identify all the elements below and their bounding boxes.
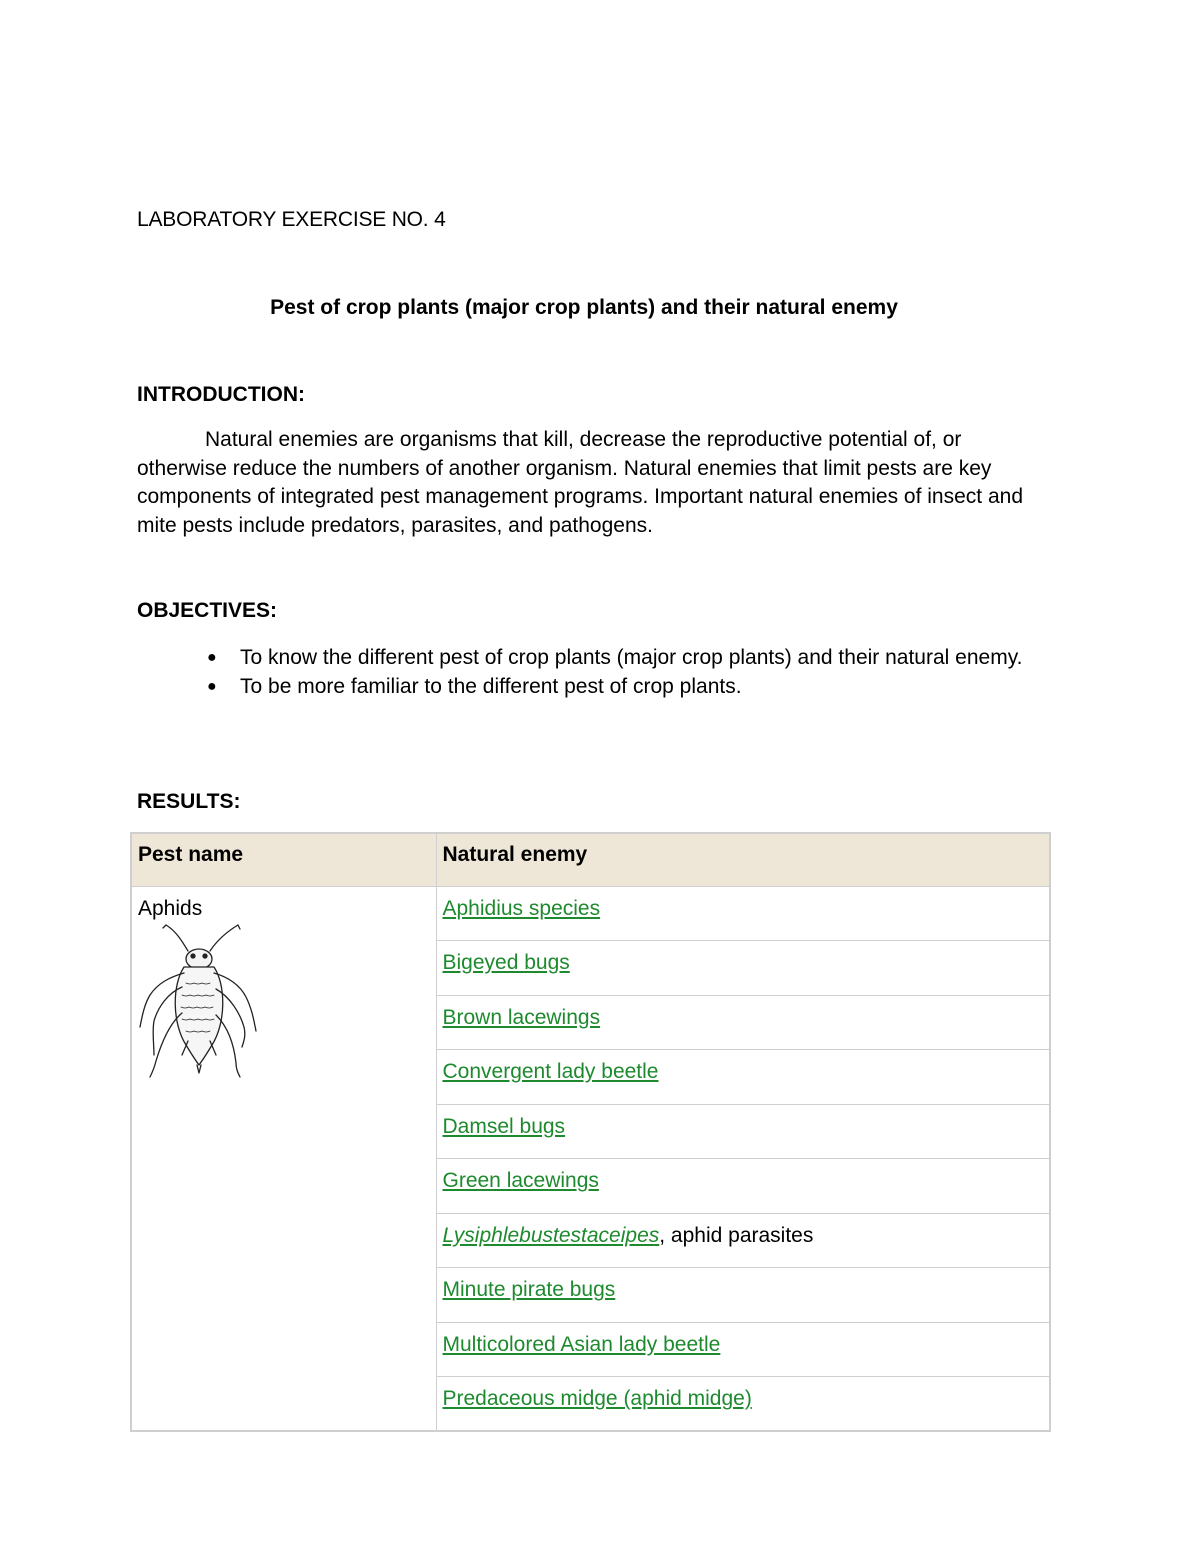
enemy-link[interactable]: Lysiphlebustestaceipes [442, 1223, 660, 1247]
results-heading: RESULTS: [137, 790, 241, 813]
enemy-cell [436, 941, 1050, 996]
objective-text: To be more familiar to the different pest of crop plants. [240, 674, 742, 698]
enemy-cell [436, 1104, 1050, 1159]
document-title [0, 296, 1200, 320]
objective-text: To know the different pest of crop plants (major crop plants) and their natural enemy. [240, 646, 1023, 669]
introduction-paragraph: Natural enemies are organisms that kill, decrease the reproductive potential of, or otherwise reduce the numbers of another organism. Natural enemies that limit pests are key components of integrated pest management programs. Important natural enemies of insect and mite pests include predators, parasites, and pathogens. [137, 428, 1023, 537]
aphid-illustration [136, 923, 260, 1083]
enemy-link[interactable]: Brown lacewings [442, 1005, 601, 1029]
enemy-cell [436, 1377, 1050, 1432]
pest-name: Aphids [138, 896, 203, 920]
enemy-link[interactable]: Damsel bugs [442, 1114, 566, 1138]
enemy-cell [436, 886, 1050, 941]
enemy-link[interactable]: Aphidius species [442, 896, 601, 920]
objectives-heading: OBJECTIVES: [137, 599, 278, 622]
enemy-link[interactable]: Multicolored Asian lady beetle [442, 1332, 721, 1356]
introduction-heading: INTRODUCTION: [137, 383, 305, 406]
enemy-cell [436, 1322, 1050, 1377]
enemy-link[interactable]: Predaceous midge (aphid midge) [442, 1387, 752, 1410]
document-title-text: Pest of crop plants (major crop plants) and their natural enemy [270, 296, 898, 319]
enemy-suffix: , aphid parasites [659, 1223, 814, 1247]
table-row [131, 886, 1050, 941]
enemy-link[interactable]: Convergent lady beetle [442, 1060, 659, 1083]
objective-item [137, 673, 1037, 702]
enemy-cell [436, 1050, 1050, 1105]
enemy-cell [436, 1213, 1050, 1268]
enemy-link[interactable]: Minute pirate bugs [442, 1278, 616, 1301]
results-table [130, 832, 1051, 1432]
header-natural-enemy: Natural enemy [436, 833, 1050, 886]
header-pest-name: Pest name [131, 833, 436, 886]
bullet-icon: ● [207, 649, 217, 666]
enemy-cell [436, 1268, 1050, 1323]
bullet-icon: ● [207, 677, 217, 695]
enemy-cell [436, 1159, 1050, 1214]
pest-cell [131, 886, 436, 1431]
enemy-cell [436, 995, 1050, 1050]
objectives-list [137, 644, 1037, 701]
table-header-row [131, 833, 1050, 886]
enemy-link[interactable]: Bigeyed bugs [442, 951, 570, 974]
objective-item [137, 644, 1037, 673]
enemy-link[interactable]: Green lacewings [442, 1169, 599, 1192]
lab-exercise-title: LABORATORY EXERCISE NO. 4 [137, 208, 446, 231]
